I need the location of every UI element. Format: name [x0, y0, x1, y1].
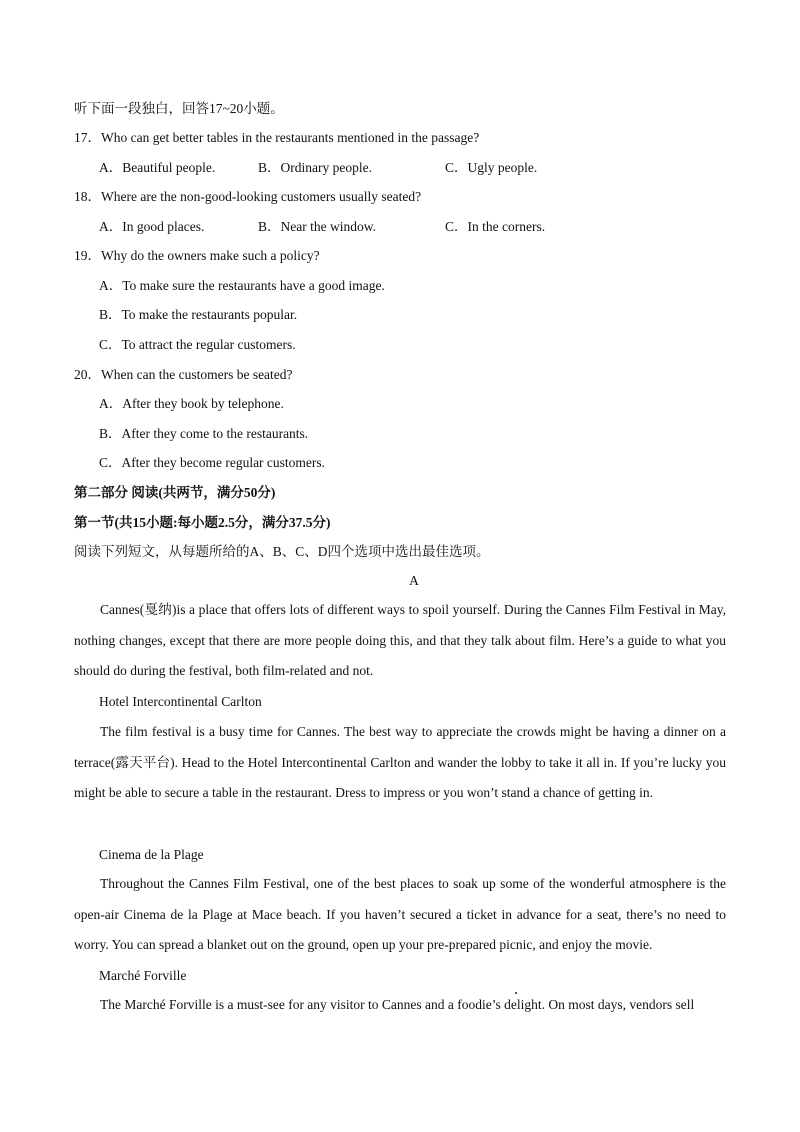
- passage-paragraph-3: Throughout the Cannes Film Festival, one of the best places to soak up some of the wonderful atmosphere is the open-air Cinema de la Plage at Mace beach. If you haven’t secured a ticket in advance for a seat, there’s no need to worry. You can spread a blanket out on the ground, open up your pre-prepared picnic, and enjoy the movie.: [74, 876, 726, 952]
- reading-instruction: 阅读下列短文，从每题所给的A、B、C、D四个选项中选出最佳选项。: [74, 544, 490, 559]
- passage-label: A: [409, 573, 419, 588]
- passage-heading-cinema: Cinema de la Plage: [99, 847, 204, 862]
- question-20: 20．When can the customers be seated?: [74, 367, 293, 382]
- option-a: A．After they book by telephone.: [99, 396, 284, 411]
- question-17: 17．Who can get better tables in the restaurants mentioned in the passage?: [74, 130, 480, 145]
- option-a: A．Beautiful people.: [99, 160, 216, 175]
- option-c: C．Ugly people.: [445, 160, 538, 175]
- option-c: C．In the corners.: [445, 219, 546, 234]
- option-b: B．Near the window.: [258, 219, 376, 234]
- section1-title: 第一节(共15小题:每小题2.5分，满分37.5分): [74, 515, 331, 530]
- passage-paragraph-4: The Marché Forville is a must-see for any visitor to Cannes and a foodie’s delight. On most days, vendors sell: [100, 997, 695, 1012]
- option-a: A．To make sure the restaurants have a good image.: [99, 278, 385, 293]
- part2-title: 第二部分 阅读(共两节，满分50分): [74, 485, 276, 500]
- option-b: B．Ordinary people.: [258, 160, 372, 175]
- option-c: C．After they become regular customers.: [99, 455, 326, 470]
- passage-heading-market: Marché Forville: [99, 968, 187, 983]
- passage-paragraph-2: The film festival is a busy time for Cannes. The best way to appreciate the crowds might be having a dinner on a terrace(露天平台). Head to the Hotel Intercontinental Carlton and wander the lobby to take it all in. If you’re lucky you might be able to secure a table in the restaurant. Dress to impress or you won’t stand a chance of getting in.: [74, 724, 726, 800]
- question-19: 19．Why do the owners make such a policy?: [74, 248, 320, 263]
- passage-heading-hotel: Hotel Intercontinental Carlton: [99, 694, 262, 709]
- passage-paragraph-1: Cannes(戛纳)is a place that offers lots of different ways to spoil yourself. During the Cannes Film Festival in May, nothing changes, except that there are more people doing this, and that they talk about film. Here’s a guide to what you should do during the festival, both film-related and not.: [74, 602, 726, 678]
- option-a: A．In good places.: [99, 219, 205, 234]
- option-c: C．To attract the regular customers.: [99, 337, 296, 352]
- emphasis-dot: [515, 992, 517, 994]
- question-18: 18．Where are the non-good-looking customers usually seated?: [74, 189, 422, 204]
- option-b: B．To make the restaurants popular.: [99, 307, 298, 322]
- listening-intro: 听下面一段独白，回答17~20小题。: [74, 101, 284, 116]
- option-b: B．After they come to the restaurants.: [99, 426, 309, 441]
